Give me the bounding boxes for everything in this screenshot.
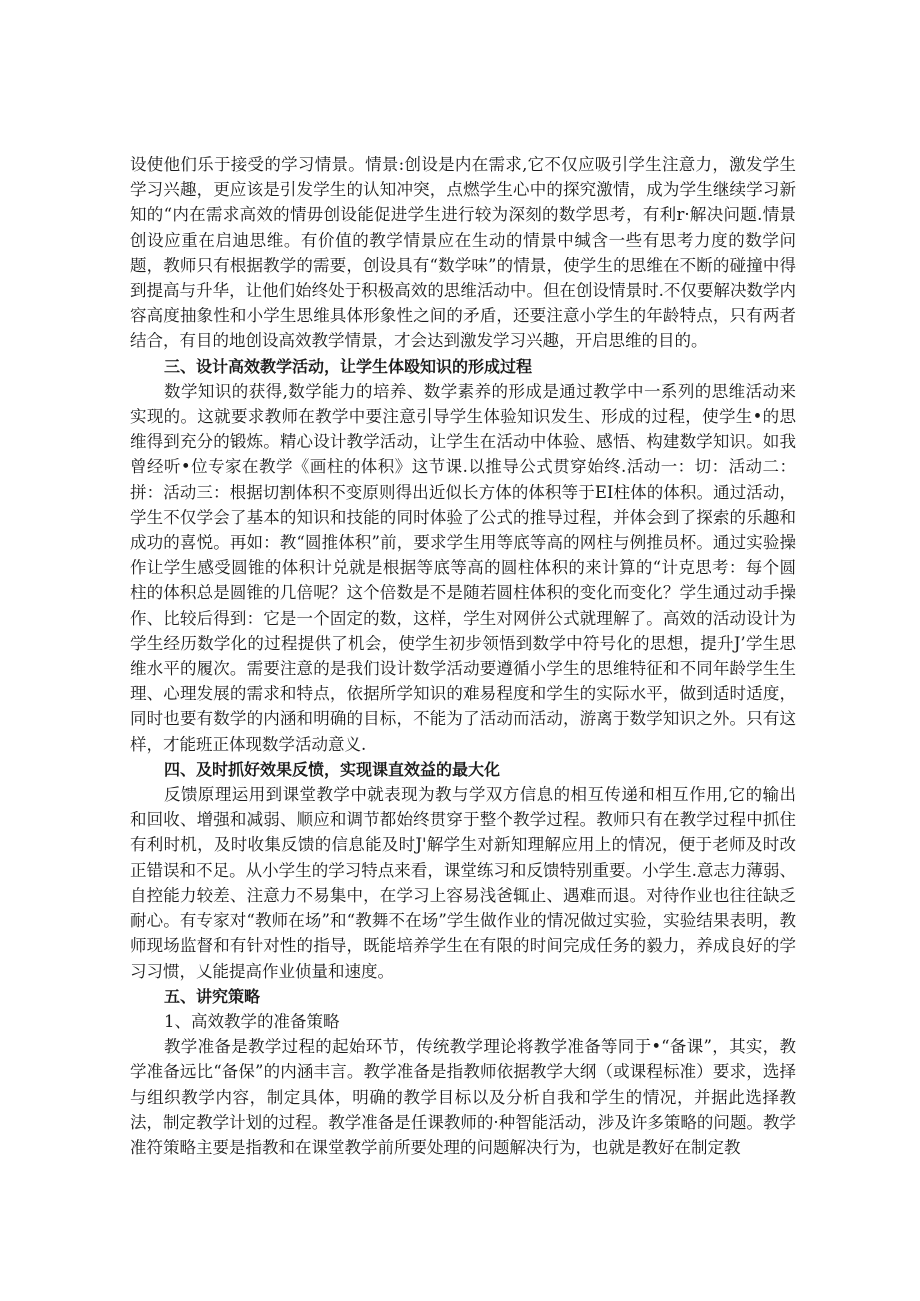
section-five-heading: 五、讲究策略	[164, 986, 261, 1006]
section-four-heading: 四、及时抓好效果反愤，实现课直效益的最大化	[164, 759, 501, 779]
intro-paragraph: 设使他们乐于接受的学习情景。情景:创设是内在需求,它不仅应吸引学生注意力，激发学生学习兴趣，更应该是引发学生的认知冲突，点燃学生心中的探究激情，成为学生继续学习新知的“内在需求高效的情毋创设能促进学生进行较为深刻的数学思考，有利r·解决问题.情景创设应重在启迪思维。有价值的教学情景应在生动的情景中缄含一些有思考力度的数学问题，教师只有根据教学的需要，创设具有“数学味”的情景，使学生的思维在不断的碰撞中得到提高与升华，让他们始终处于积极高效的思维活动中。但在创设情景时.不仅要解决数学内容高度抽象性和小学生思维具体形象性之间的矛盾，还要注意小学生的年龄特点，只有两者结合，有目的地创设高效教学情景，才会达到激发学习兴趣，开启思维的目的。	[130, 155, 796, 351]
section-three-paragraph: 数学知识的获得,数学能力的培养、数学素养的形成是通过教学中一系列的思维活动来实现的。这就要求教师在教学中要注意引导学生体验知识发生、形成的过程，使学生•的思维得到充分的锻炼。精心设计教学活动，让学生在活动中体验、感悟、构建数学知识。如我曾经听•位专家在教学《画柱的体积》这节课.以推导公式贯穿始终.活动一：切：活动二：拼：活动三：根据切割体积不变原则得出近似长方体的体积等于EI柱体的体积。通过活动，学生不仅学会了基本的知识和技能的同时体验了公式的推导过程，并体会到了探索的乐趣和成功的喜悦。再如：教“圆推体积”前，要求学生用等底等高的网柱与例推员杯。通过实验操作让学生感受圆锥的体积计兑就是根据等底等高的圆柱体积的来计算的“计克思考：每个圆柱的体积总是圆锥的几倍呢？这个倍数是不是随若圆柱体积的变化而变化？学生通过动手操作、比较后得到：它是一个固定的数，这样，学生对网併公式就理解了。高效的活动设计为学生经历数学化的过程提供了机会，使学生初步领悟到数学中符号化的思想，提升J’学生思维水平的履次。需要注意的是我们设计数学活动要遵循小学生的思维特征和不同年龄学生生理、心理发展的需求和特点，依据所学知识的难易程度和学生的实际水平，做到适时适度，同时也要有数学的内涵和明确的目标，不能为了活动而活动，游离于数学知识之外。只有这样，才能班正体现数学活动意义.	[130, 381, 796, 754]
section-five-paragraph: 教学准备是教学过程的起始环节，传统教学理论将教学准备等同于•“备课”，其实，教学准备远比“备保”的内涵丰言。教学准备是指教师依据教学大纲（或课程标准）要求，选择与组织教学内容，制定具体，明确的教学目标以及分析自我和学生的情况，并据此选择教法，制定教学计划的过程。教学准备是任课教师的·种智能活动，涉及许多策略的问题。教学准符策略主要是指教和在课堂教学前所要处理的问题解决行为，也就是教好在制定教	[130, 1037, 796, 1157]
section-five-subheading: 1、高效教学的准备策略	[164, 1011, 340, 1031]
document-body	[130, 152, 796, 1160]
section-three-heading: 三、设计高效教学活动，让学生体殴知识的形成过程	[164, 356, 533, 376]
section-four-paragraph: 反馈原理运用到课堂教学中就表现为教与学双方信息的相互传递和相互作用,它的输出和回收、增强和减弱、顺应和调节都始终贯穿于整个教学过程。教师只有在教学过程中抓住有利时机，及时收集反馈的信息能及时J'解学生对新知理解应用上的情况，便于老师及时改正错误和不足。从小学生的学习特点来看，课堂练习和反馈特别重要。小学生.意志力薄弱、自控能力较差、注意力不易集中，在学习上容易浅爸辄止、遇难而退。对待作业也往往缺乏耐心。有专家对“教师在场”和“教舞不在场”学生做作业的情况做过实验，实验结果表明，教师现场监督和有针对性的指导，既能培养学生在有限的时间完成任务的毅力，养成良好的学习习惯，乂能提高作业侦量和速度。	[130, 785, 796, 981]
